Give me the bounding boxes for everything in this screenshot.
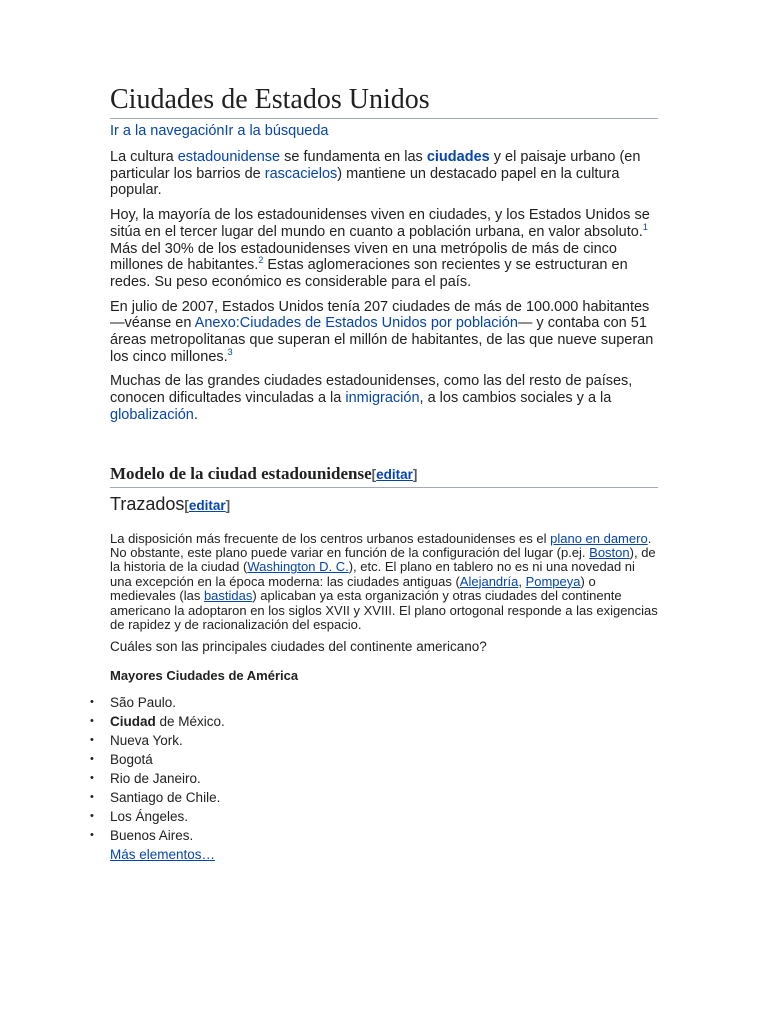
list-item-text: Rio de Janeiro. [110,771,201,787]
section-heading-text: Modelo de la ciudad estadounidense [110,463,372,483]
link-globalizacion[interactable]: globalización [110,406,194,423]
link-rascacielos[interactable]: rascacielos [264,165,338,182]
link-bastidas[interactable]: bastidas [203,588,253,604]
more-items [110,845,658,864]
subsection-heading [110,493,658,517]
reference-2-link[interactable]: 2 [258,255,264,266]
more-items-link[interactable]: Más elementos… [110,847,216,863]
list-item [90,769,658,788]
text: Muchas de las grandes ciudades estadounidenses, como las del resto de países, conocen dificultades vinculadas a la [110,373,633,407]
link-plano-en-damero[interactable]: plano en damero [550,530,648,546]
bullet-icon: • [90,810,94,823]
intro-paragraph-3 [110,299,658,366]
bracket: [ [184,497,189,513]
cities-list [90,693,658,845]
link-anexo-ciudades[interactable]: Anexo:Ciudades de Estados Unidos por población [194,315,518,332]
text: Hoy, la mayoría de los estadounidenses viven en ciudades, y los Estados Unidos se sitúa en el tercer lugar del mundo en cuanto a población urbana, en valor absoluto. [110,207,650,240]
bracket: [ [371,466,377,482]
text: Más del 30% de los estadounidenses viven en una metrópolis de más de cinco millones de habitantes. [110,240,617,274]
bullet-icon: • [90,715,94,728]
list-item-text: São Paulo. [110,695,177,711]
list-title: Mayores Ciudades de América [110,668,299,684]
bullet-icon: • [90,696,94,709]
link-washington[interactable]: Washington D. C. [247,559,349,575]
link-inmigracion[interactable]: inmigración [345,390,420,407]
text: ), de la historia de la ciudad ( [110,544,656,575]
jump-to-search-link[interactable]: Ir a la búsqueda [224,123,329,139]
list-item-text: de México. [155,714,225,730]
section-edit [372,467,418,482]
section-heading [110,463,658,488]
bullet-icon: • [90,753,94,766]
bracket: ] [225,497,231,513]
text: . No obstante, este plano puede variar en función de la configuración del lugar (p.ej. [110,530,652,560]
list-item [90,826,658,845]
bullet-icon: • [90,734,94,747]
page-title: Ciudades de Estados Unidos [110,84,658,119]
list-item [90,712,658,731]
question-text: Cuáles son las principales ciudades del continente americano? [110,639,487,655]
text: En julio de 2007, Estados Unidos tenía 207 ciudades de más de 100.000 habitantes —véanse en [110,298,650,332]
text: ), etc. El plano en tablero no es ni una novedad ni una excepción en la época moderna: las ciudades antiguas ( [110,559,635,589]
subsection-edit [184,498,230,513]
text: . [193,406,198,423]
bullet-icon: • [90,772,94,785]
link-boston[interactable]: Boston [589,544,630,560]
list-item-bold: Ciudad [110,714,156,730]
link-pompeya[interactable]: Pompeya [525,573,581,589]
text: ) mantiene un destacado papel en la cultura popular. [110,165,620,199]
text: — y contaba con 51 áreas metropolitanas que superan el millón de habitantes, de las que nueve superan los cinco millones. [110,315,654,365]
link-estadounidense[interactable]: estadounidense [177,149,281,165]
list-item-text: Santiago de Chile. [110,790,221,806]
link-alejandria[interactable]: Alejandría [459,573,519,589]
text: , a los cambios sociales y a la [419,390,612,407]
reference-3-link[interactable]: 3 [227,346,233,357]
list-item-text: Bogotá [110,752,153,768]
intro-paragraph-2 [110,207,658,291]
text: La cultura [110,149,178,165]
link-ciudades[interactable]: ciudades [426,149,490,165]
text: Estas aglomeraciones son recientes y se estructuran en redes. Su peso económico es considerable para el país. [110,257,628,290]
bullet-icon: • [90,829,94,842]
intro-paragraph-1 [110,149,658,199]
trazados-paragraph [110,532,658,633]
text: y el paisaje urbano (en particular los barrios de [110,149,641,182]
intro-paragraph-4 [110,373,658,423]
section-edit-link[interactable]: editar [376,466,413,482]
bullet-icon: • [90,791,94,804]
bracket: ] [412,466,418,482]
article [90,84,658,864]
list-item-text: Nueva York. [110,733,183,749]
text: se fundamenta en las [280,149,427,165]
jump-to-navigation-link[interactable]: Ir a la navegación [110,123,225,139]
list-item-text: Buenos Aires. [110,828,194,844]
list-item [90,788,658,807]
list-item [90,693,658,712]
list-item [90,750,658,769]
text: La disposición más frecuente de los centros urbanos estadounidenses es el [110,530,551,546]
text: ) aplicaban ya esta organización y otras ciudades del continente americano la adoptaron en los siglos XVII y XVIII. El plano ortogonal responde a las exigencias de rapidez y de racionalización del espacio. [110,588,658,632]
list-item [90,807,658,826]
reference-1-link[interactable]: 1 [642,221,648,232]
list-item-text: Los Ángeles. [110,809,189,825]
jump-links [110,122,658,140]
text: , [518,573,526,589]
subsection-edit-link[interactable]: editar [188,497,226,513]
list-item [90,731,658,750]
subsection-heading-text: Trazados [110,493,185,514]
text: ) o medievales (las [110,573,596,604]
